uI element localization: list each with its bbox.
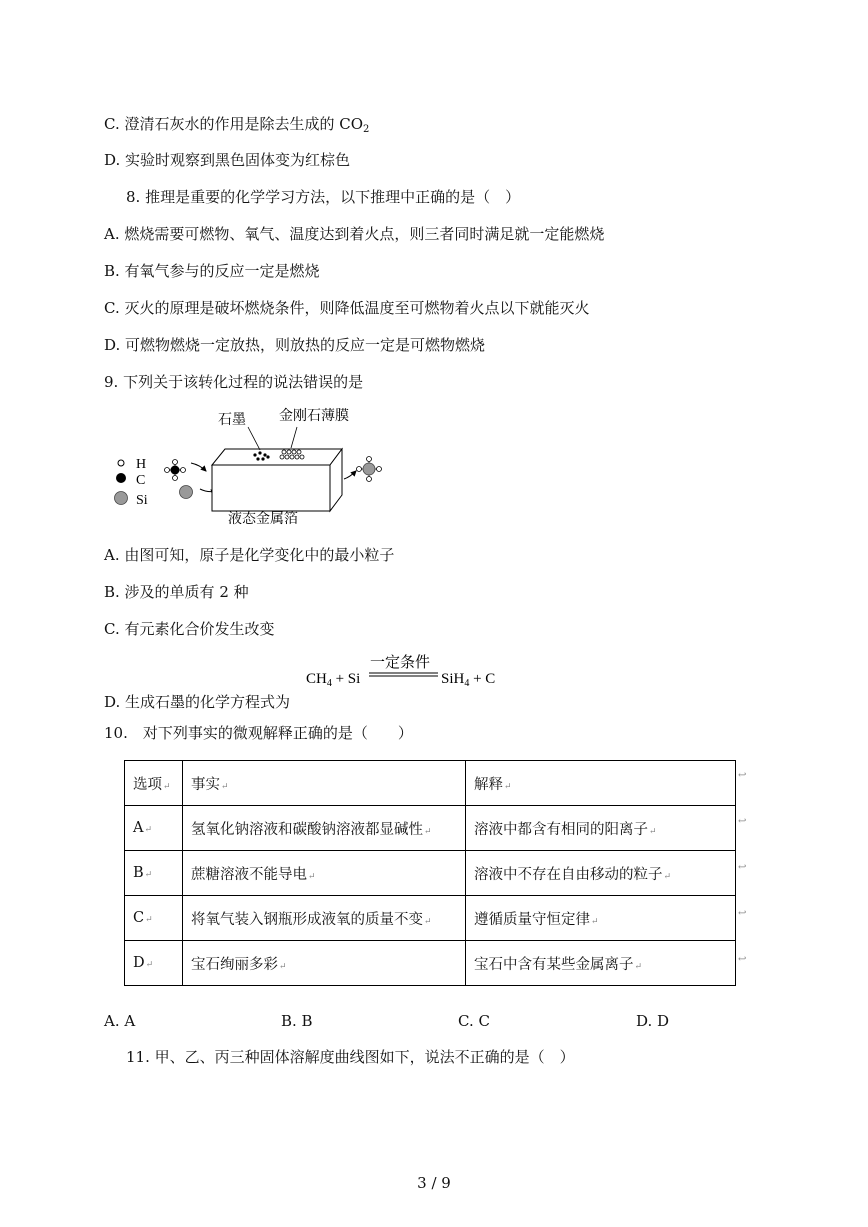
subscript: 2 <box>363 124 370 135</box>
table-row: B↵ 蔗糖溶液不能导电↵ 溶液中不存在自由移动的粒子↵ <box>125 851 736 896</box>
chemical-equation <box>306 652 521 692</box>
equation-condition: 一定条件 <box>370 653 431 671</box>
q8-option-d: D. 可燃物燃烧一定放热，则放热的反应一定是可燃物燃烧 <box>104 336 486 354</box>
option-b: B. B <box>281 1012 313 1030</box>
diamond-film-label: 金刚石薄膜 <box>279 408 349 424</box>
arrow-out-icon <box>344 471 356 479</box>
methane-molecule-icon <box>165 460 186 481</box>
q9-option-b: B. 涉及的单质有 2 种 <box>104 583 249 601</box>
row-end-mark: ↩ <box>738 954 747 965</box>
row-end-mark: ↩ <box>738 770 747 781</box>
table-row: D↵ 宝石绚丽多彩↵ 宝石中含有某些金属离子↵ <box>125 941 736 986</box>
facts-table <box>124 760 736 986</box>
q9-option-c: C. 有元素化合价发生改变 <box>104 620 275 638</box>
header-explanation: 解释↵ <box>466 761 736 806</box>
q8-option-a: A. 燃烧需要可燃物、氧气、温度达到着火点，则三者同时满足就一定能燃烧 <box>104 225 605 243</box>
si-atom-legend-icon <box>115 492 128 505</box>
conversion-diagram <box>108 405 408 530</box>
graphite-label: 石墨 <box>218 412 246 428</box>
h-atom-legend-icon <box>118 460 124 466</box>
table-row: C↵ 将氧气装入钢瓶形成液氧的质量不变↵ 遵循质量守恒定律↵ <box>125 896 736 941</box>
q8-option-c: C. 灭火的原理是破坏燃烧条件，则降低温度至可燃物着火点以下就能灭火 <box>104 299 590 317</box>
option-a: A. A <box>104 1012 136 1030</box>
legend-h: H <box>136 457 147 472</box>
table-row: A↵ 氢氧化钠溶液和碳酸钠溶液都显碱性↵ 溶液中都含有相同的阳离子↵ <box>125 806 736 851</box>
page-number: 3 / 9 <box>417 1174 451 1192</box>
q11-stem: 11. 甲、乙、丙三种固体溶解度曲线图如下，说法不正确的是（ ） <box>126 1048 575 1066</box>
svg-text:SiH4 + C <box>441 671 495 689</box>
q9-option-a: A. 由图可知，原子是化学变化中的最小粒子 <box>104 546 395 564</box>
metal-foil-box <box>212 449 342 511</box>
legend-si: Si <box>136 493 148 508</box>
metal-foil-label: 液态金属箔 <box>228 511 298 527</box>
q8-option-b: B. 有氧气参与的反应一定是燃烧 <box>104 262 320 280</box>
equation-lhs-sub: 4 <box>326 678 332 689</box>
silane-molecule-icon <box>357 457 382 482</box>
q10-options <box>104 1012 724 1032</box>
svg-text:CH4 + Si <box>306 671 360 689</box>
legend-c: C <box>136 473 146 488</box>
equation-rhs-rest: + C <box>469 671 496 687</box>
q7-option-d: D. 实验时观察到黑色固体变为红棕色 <box>104 151 351 169</box>
row-end-mark: ↩ <box>738 908 747 919</box>
equation-rhs-sub: 4 <box>464 678 470 689</box>
row-end-mark: ↩ <box>738 816 747 827</box>
header-option: 选项↵ <box>125 761 183 806</box>
q9-option-d: D. 生成石墨的化学方程式为 <box>104 693 291 711</box>
equation-lhs-rest: + Si <box>331 671 361 687</box>
option-d: D. D <box>636 1012 670 1030</box>
q8-stem: 8. 推理是重要的化学学习方法，以下推理中正确的是（ ） <box>126 188 521 206</box>
si-atom-icon <box>180 486 193 499</box>
arrow-in-icon <box>191 463 206 471</box>
equation-rhs: SiH <box>441 671 465 687</box>
equation-lhs: CH <box>306 671 327 687</box>
q9-stem: 9. 下列关于该转化过程的说法错误的是 <box>104 373 364 391</box>
table-header-row <box>125 761 736 806</box>
c-atom-legend-icon <box>116 473 126 483</box>
row-end-mark: ↩ <box>738 862 747 873</box>
q10-stem: 10. 对下列事实的微观解释正确的是（ ） <box>104 724 413 742</box>
header-fact: 事实↵ <box>183 761 466 806</box>
option-c: C. C <box>458 1012 490 1030</box>
q7-option-c <box>104 114 369 140</box>
q7-option-c-text: C. 澄清石灰水的作用是除去生成的 CO <box>104 115 364 133</box>
